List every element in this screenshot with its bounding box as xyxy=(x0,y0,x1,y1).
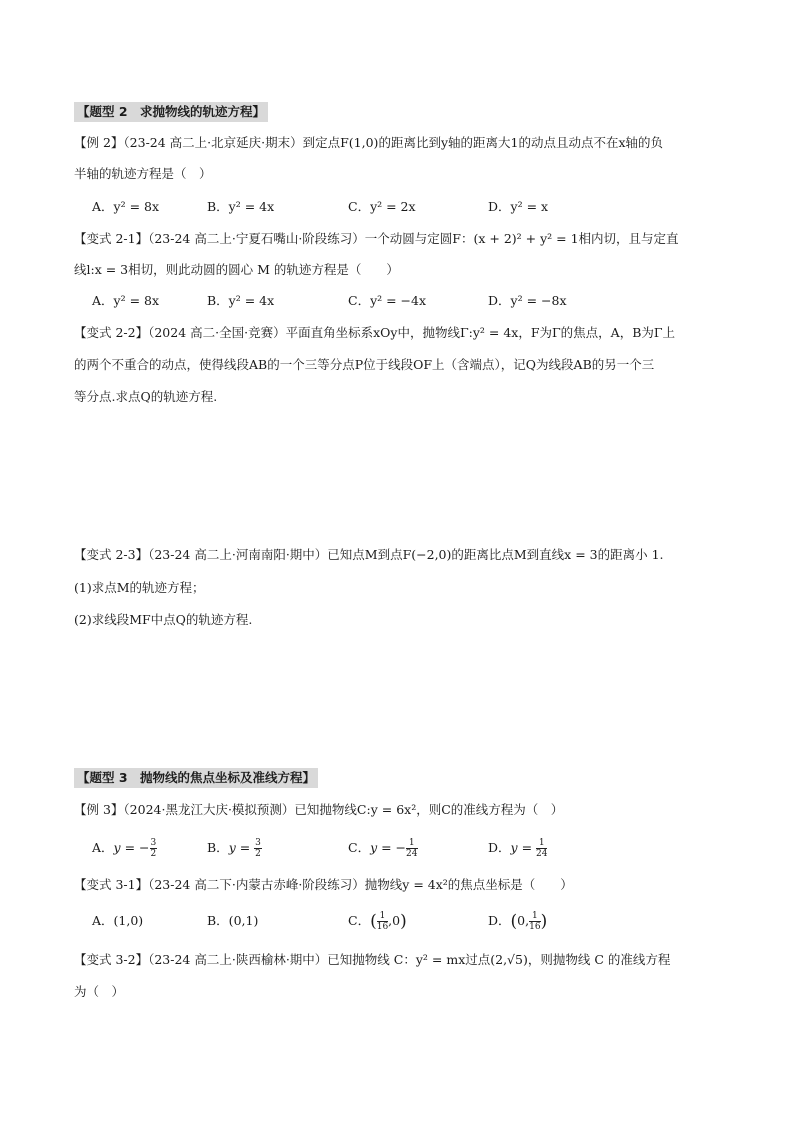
section-heading-type2: 【题型 2 求抛物线的轨迹方程】 xyxy=(74,102,268,122)
denominator: 24 xyxy=(406,849,418,859)
choice-b[interactable] xyxy=(207,837,262,859)
right-paren: ) xyxy=(400,911,407,932)
choice-label: D． xyxy=(488,913,511,928)
variant-3-2-line2: 为（ ） xyxy=(74,984,125,999)
numerator: 1 xyxy=(529,911,540,922)
choice-d[interactable]: D．y² = −8x xyxy=(488,293,567,308)
variant-3-2-line1: 【变式 3-2】（23-24 高二上·陕西榆林·期中）已知抛物线 C：y² = mx过点(2,√5)，则抛物线 C 的准线方程 xyxy=(74,952,671,967)
numerator: 3 xyxy=(150,838,157,848)
variant-2-1-line1: 【变式 2-1】（23-24 高二上·宁夏石嘴山·阶段练习）一个动圆与定圆F：(x + 2)² + y² = 1相内切，且与定直 xyxy=(74,231,679,246)
numerator: 1 xyxy=(377,911,388,922)
choice-c[interactable]: C．y² = 2x xyxy=(348,199,416,214)
denominator: 24 xyxy=(536,849,548,859)
example-2-question-line1: 【例 2】（23-24 高二上·北京延庆·期末）到定点F(1,0)的距离比到y轴的距离大1的动点且动点不在x轴的负 xyxy=(74,135,664,150)
numerator: 3 xyxy=(255,838,261,848)
choice-c[interactable] xyxy=(348,910,407,933)
choice-d[interactable] xyxy=(488,837,547,859)
variant-2-3-part2: (2)求线段MF中点Q的轨迹方程. xyxy=(74,612,253,627)
choice-label: D． xyxy=(488,840,511,855)
coord-tail: ,0 xyxy=(388,913,401,928)
choice-a[interactable]: A．y² = 8x xyxy=(92,199,160,214)
choice-label: C． xyxy=(348,913,371,928)
fraction xyxy=(377,911,388,932)
example-2-question-line2: 半轴的轨迹方程是（ ） xyxy=(74,166,212,181)
variant-2-3-part1: (1)求点M的轨迹方程； xyxy=(74,580,205,595)
fraction xyxy=(406,838,417,859)
fraction xyxy=(150,838,158,859)
variant-3-1-question: 【变式 3-1】（23-24 高二下·内蒙古赤峰·阶段练习）抛物线y = 4x²的焦点坐标是（ ） xyxy=(74,877,573,892)
variant-2-2-line2: 的两个不重合的动点，使得线段AB的一个三等分点P位于线段OF上（含端点），记Q为线段AB的另一个三 xyxy=(74,357,655,372)
variant-2-2-line1: 【变式 2-2】（2024 高二·全国·竞赛）平面直角坐标系xOy中，抛物线Γ:y² = 4x，F为Γ的焦点，A，B为Γ上 xyxy=(74,325,676,340)
denominator: 2 xyxy=(255,849,261,859)
choice-expr: y = − xyxy=(370,840,407,855)
choice-expr: y = xyxy=(228,840,255,855)
fraction xyxy=(536,838,547,859)
choice-b[interactable]: B．y² = 4x xyxy=(207,293,275,308)
example-3-question: 【例 3】（2024·黑龙江大庆·模拟预测）已知抛物线C:y = 6x²，则C的准线方程为（ ） xyxy=(74,802,564,817)
left-paren: ( xyxy=(370,911,377,932)
variant-2-3-line1: 【变式 2-3】（23-24 高二上·河南南阳·期中）已知点M到点F(−2,0)的距离比点M到直线x = 3的距离小 1. xyxy=(74,547,664,562)
choice-c[interactable] xyxy=(348,837,418,859)
choice-a[interactable]: A．(1,0) xyxy=(92,913,144,928)
numerator: 1 xyxy=(536,838,547,849)
choice-label: C． xyxy=(348,840,371,855)
choice-c[interactable]: C．y² = −4x xyxy=(348,293,427,308)
denominator: 16 xyxy=(376,922,389,932)
left-paren: ( xyxy=(510,911,518,932)
choice-label: A． xyxy=(92,840,114,855)
choice-expr: y = xyxy=(510,840,537,855)
variant-2-2-line3: 等分点.求点Q的轨迹方程. xyxy=(74,389,218,404)
choice-a[interactable] xyxy=(92,837,157,859)
choice-d[interactable]: D．y² = x xyxy=(488,199,549,214)
choice-d[interactable] xyxy=(488,910,547,933)
choice-b[interactable]: B．(0,1) xyxy=(207,913,259,928)
variant-2-1-line2: 线l:x = 3相切，则此动圆的圆心 M 的轨迹方程是（ ） xyxy=(74,262,399,277)
fraction xyxy=(529,911,540,932)
denominator: 16 xyxy=(529,922,541,932)
numerator: 1 xyxy=(406,838,417,849)
choice-a[interactable]: A．y² = 8x xyxy=(92,293,160,308)
section-heading-type3: 【题型 3 抛物线的焦点坐标及准线方程】 xyxy=(74,768,318,788)
coord-head: 0, xyxy=(517,913,530,928)
choice-expr: y = − xyxy=(113,840,150,855)
denominator: 2 xyxy=(150,849,157,859)
right-paren: ) xyxy=(540,911,548,932)
choice-label: B． xyxy=(207,840,229,855)
fraction xyxy=(254,838,262,859)
choice-b[interactable]: B．y² = 4x xyxy=(207,199,275,214)
